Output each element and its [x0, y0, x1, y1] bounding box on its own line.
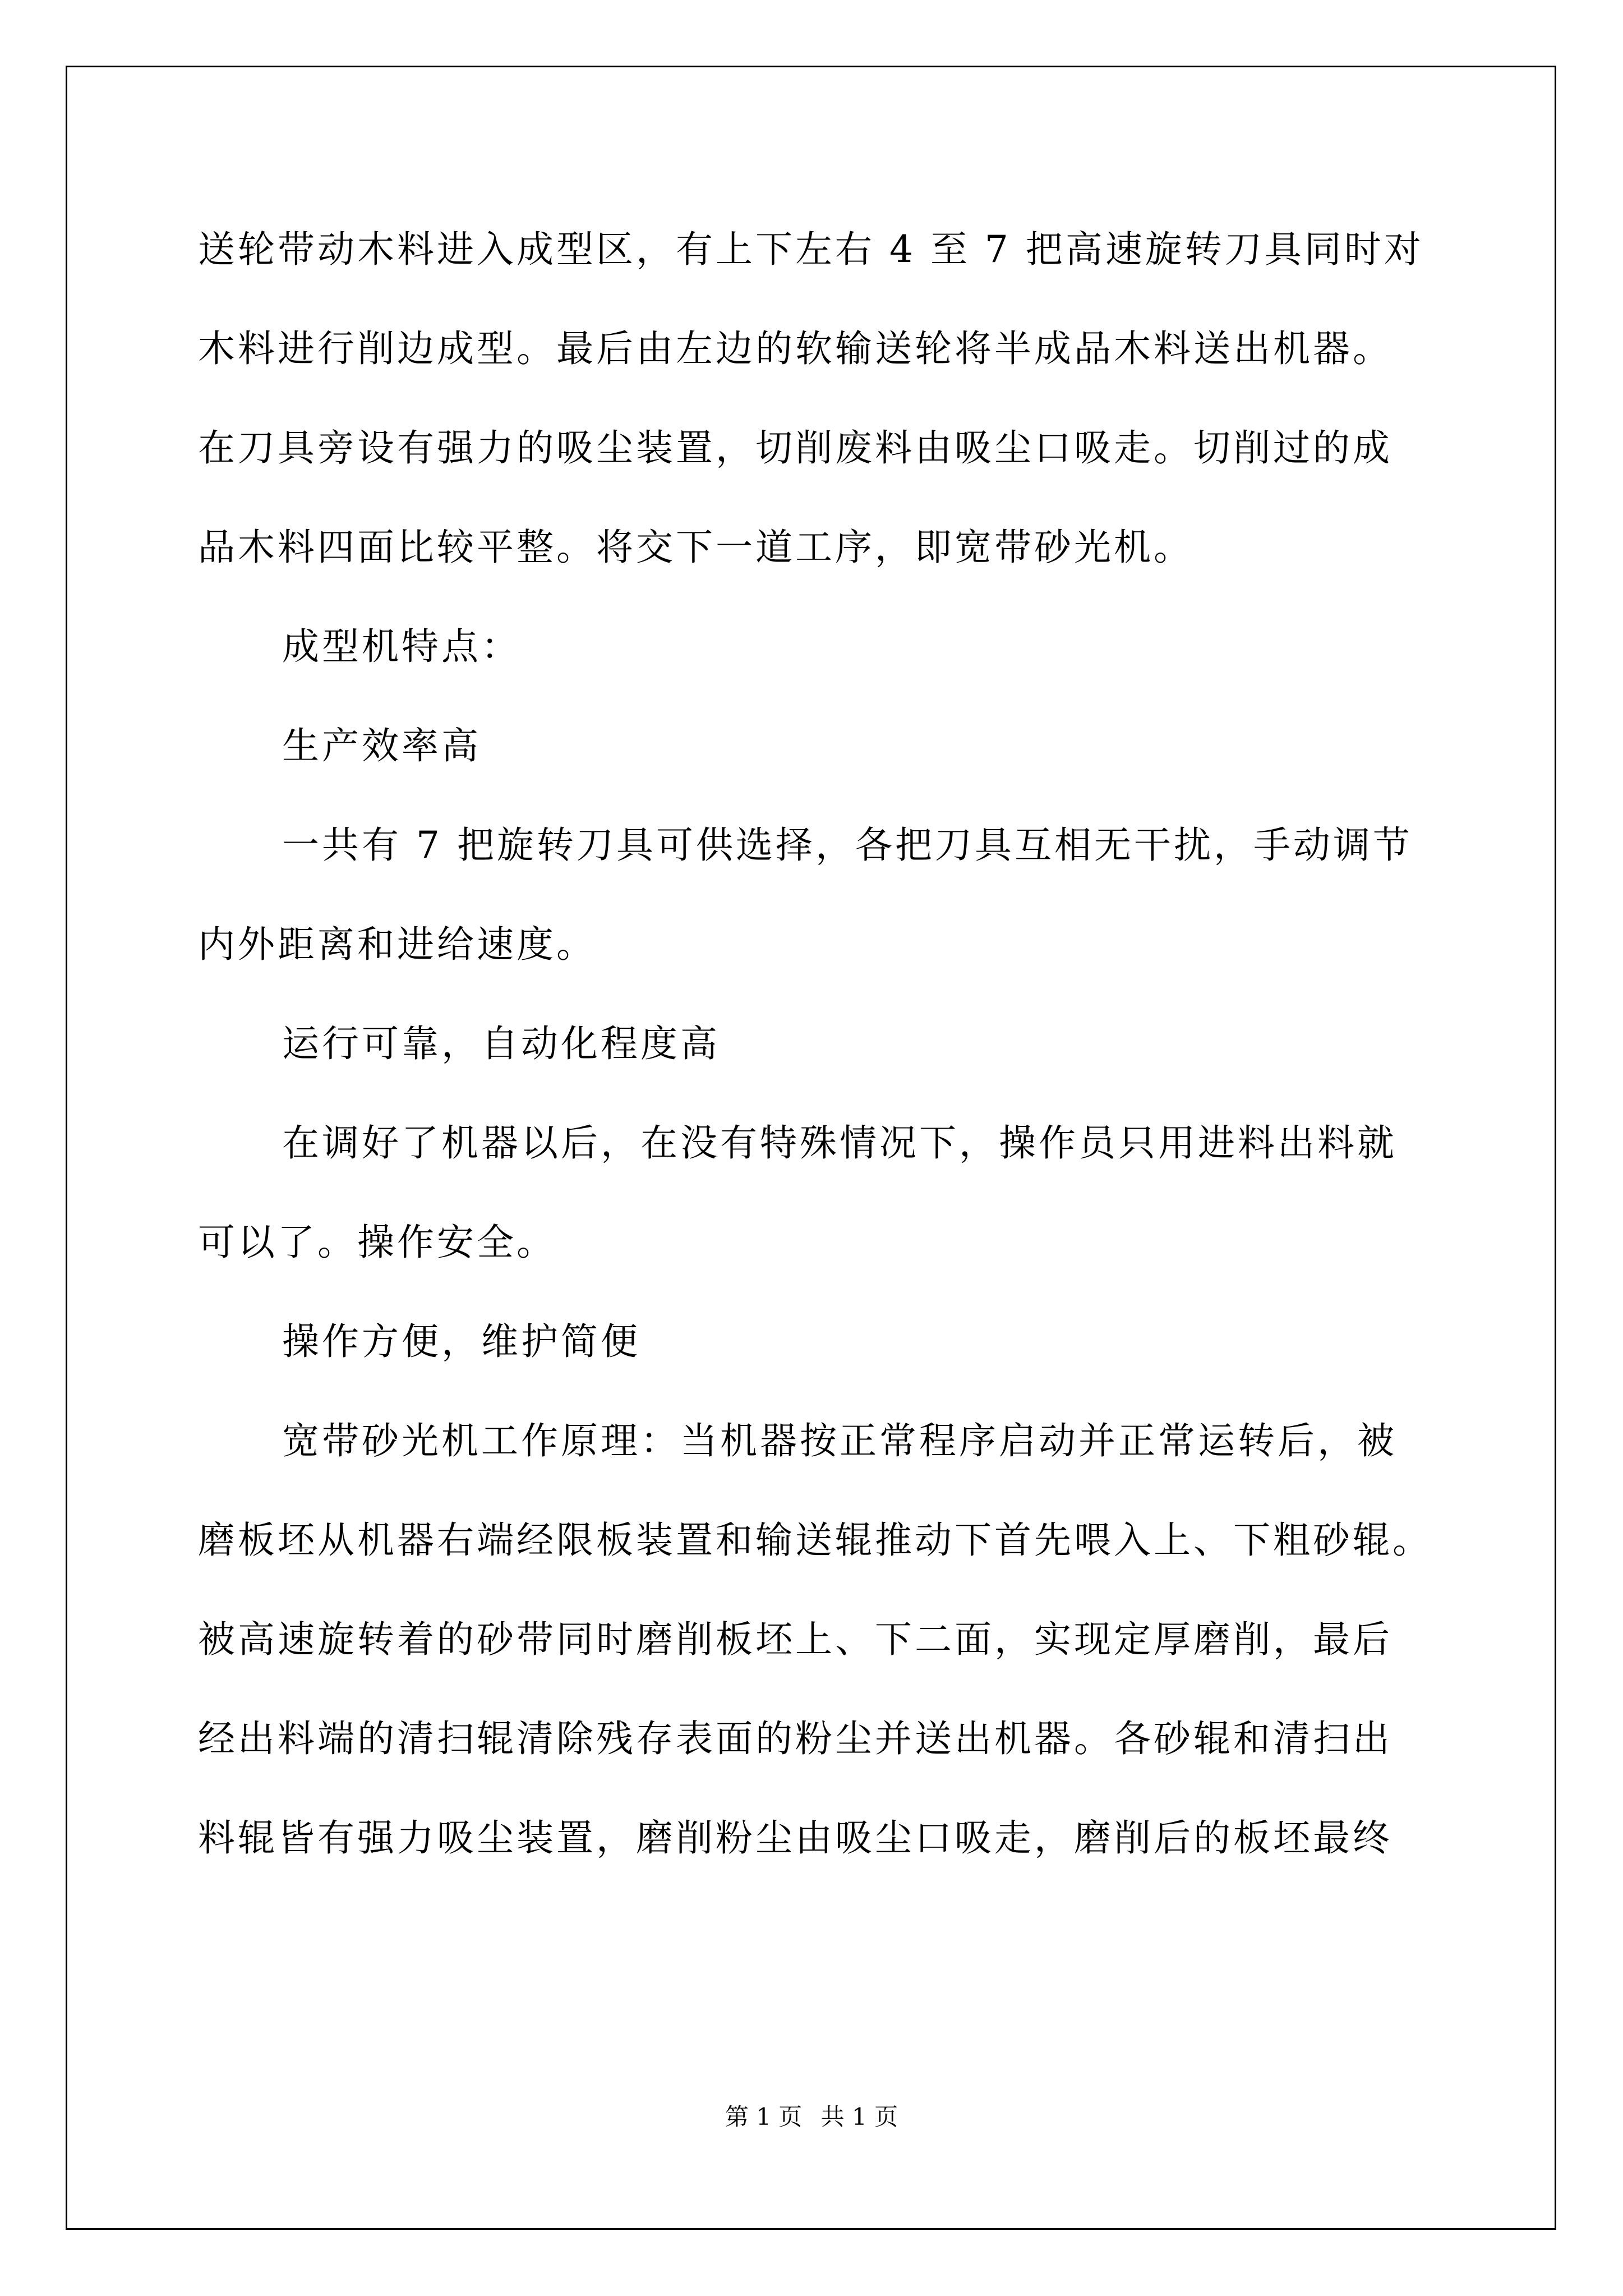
feature-heading-efficiency: 生产效率高 [282, 724, 481, 767]
section-heading-features: 成型机特点： [282, 625, 521, 668]
page-total: 共 1 页 [820, 2103, 898, 2131]
body-line-16: 经出料端的清扫辊清除残存表面的粉尘并送出机器。各砂辊和清扫出 [198, 1717, 1393, 1760]
body-line-17: 料辊皆有强力吸尘装置，磨削粉尘由吸尘口吸走，磨削后的板坯最终 [198, 1816, 1393, 1860]
body-line-2: 木料进行削边成型。最后由左边的软输送轮将半成品木料送出机器。 [198, 327, 1393, 370]
feature-heading-convenience: 操作方便，维护简便 [282, 1320, 640, 1363]
body-line-14: 磨板坯从机器右端经限板装置和输送辊推动下首先喂入上、下粗砂辊。 [198, 1519, 1432, 1562]
body-line-7: 一共有 7 把旋转刀具可供选择，各把刀具互相无干扰，手动调节 [282, 823, 1413, 867]
page-footer [0, 2100, 1623, 2134]
page-number: 第 1 页 [725, 2103, 803, 2131]
body-line-11: 可以了。操作安全。 [198, 1221, 556, 1264]
body-line-1: 送轮带动木料进入成型区，有上下左右 4 至 7 把高速旋转刀具同时对 [198, 228, 1424, 271]
body-line-8: 内外距离和进给速度。 [198, 923, 596, 966]
body-line-15: 被高速旋转着的砂带同时磨削板坯上、下二面，实现定厚磨削，最后 [198, 1618, 1393, 1661]
feature-heading-reliability: 运行可靠，自动化程度高 [282, 1022, 720, 1065]
body-line-4: 品木料四面比较平整。将交下一道工序，即宽带砂光机。 [198, 526, 1193, 569]
body-line-13: 宽带砂光机工作原理：当机器按正常程序启动并正常运转后，被 [282, 1419, 1397, 1462]
body-line-3: 在刀具旁设有强力的吸尘装置，切削废料由吸尘口吸走。切削过的成 [198, 426, 1393, 470]
body-line-10: 在调好了机器以后，在没有特殊情况下，操作员只用进料出料就 [282, 1121, 1397, 1165]
